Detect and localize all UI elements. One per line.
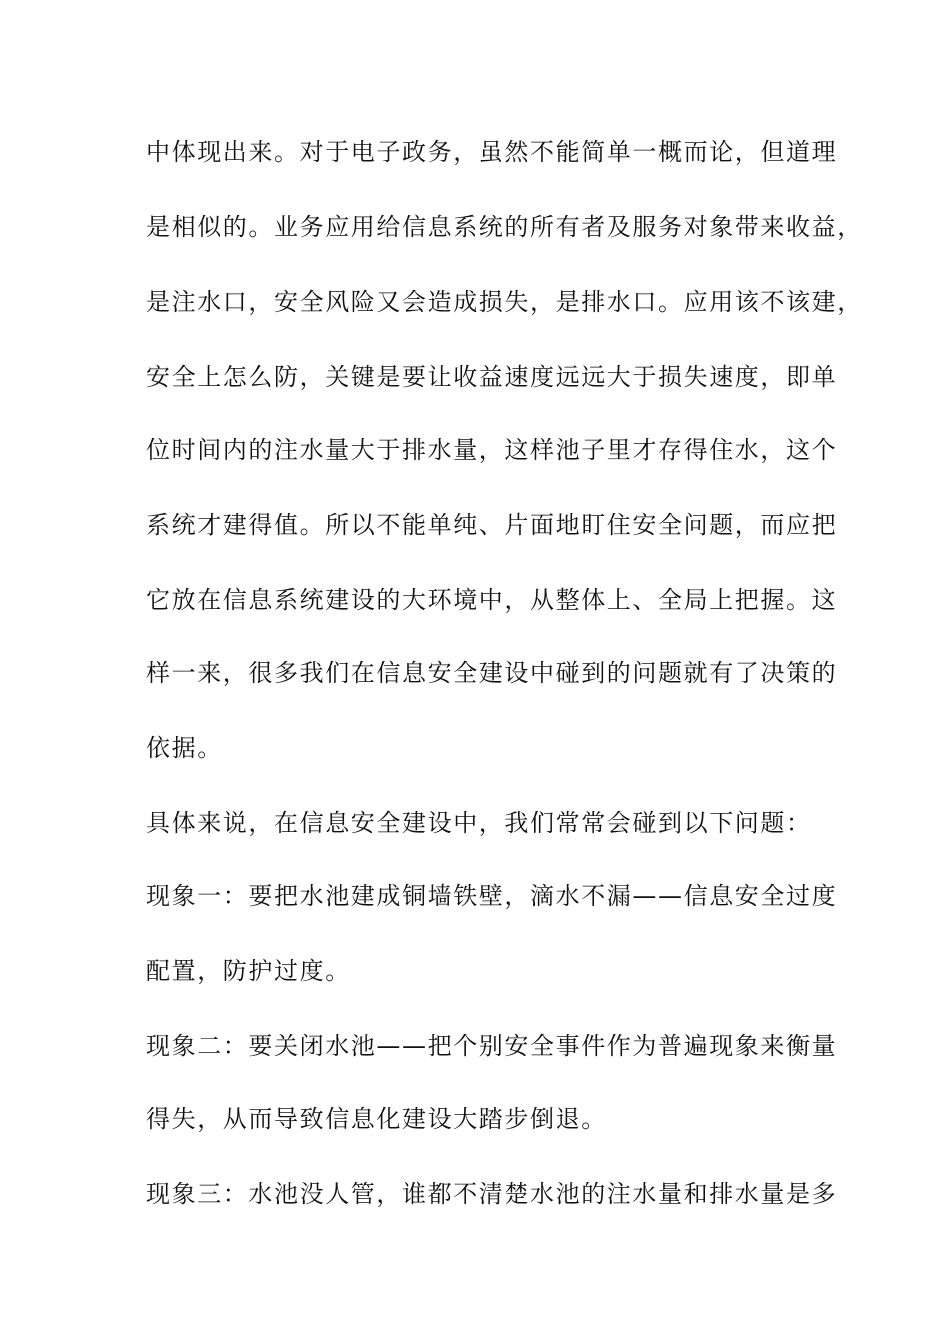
text-line: 样一来，很多我们在信息安全建设中碰到的问题就有了决策的 — [146, 659, 838, 687]
text-line: 是注水口，安全风险又会造成损失，是排水口。应用该不该建， — [146, 288, 863, 316]
text-line: 依据。 — [146, 734, 223, 762]
paragraph-intro: 具体来说，在信息安全建设中，我们常常会碰到以下问题： — [146, 809, 812, 837]
text-line: 中体现出来。对于电子政务，虽然不能简单一概而论，但道理 — [146, 138, 838, 166]
phenomenon-three: 现象三：水池没人管，谁都不清楚水池的注水量和排水量是多 — [146, 1180, 838, 1208]
text-line: 得失，从而导致信息化建设大踏步倒退。 — [146, 1105, 607, 1133]
text-line: 系统才建得值。所以不能单纯、片面地盯住安全问题，而应把 — [146, 511, 838, 539]
text-line: 配置，防护过度。 — [146, 957, 351, 985]
text-line: 安全上怎么防，关键是要让收益速度远远大于损失速度，即单 — [146, 363, 838, 391]
text-line: 位时间内的注水量大于排水量，这样池子里才存得住水，这个 — [146, 436, 838, 464]
text-line: 是相似的。业务应用给信息系统的所有者及服务对象带来收益， — [146, 213, 863, 241]
phenomenon-two: 现象二：要关闭水池——把个别安全事件作为普遍现象来衡量 — [146, 1032, 838, 1060]
text-line: 它放在信息系统建设的大环境中，从整体上、全局上把握。这 — [146, 586, 838, 614]
phenomenon-one: 现象一：要把水池建成铜墙铁壁，滴水不漏——信息安全过度 — [146, 882, 838, 910]
